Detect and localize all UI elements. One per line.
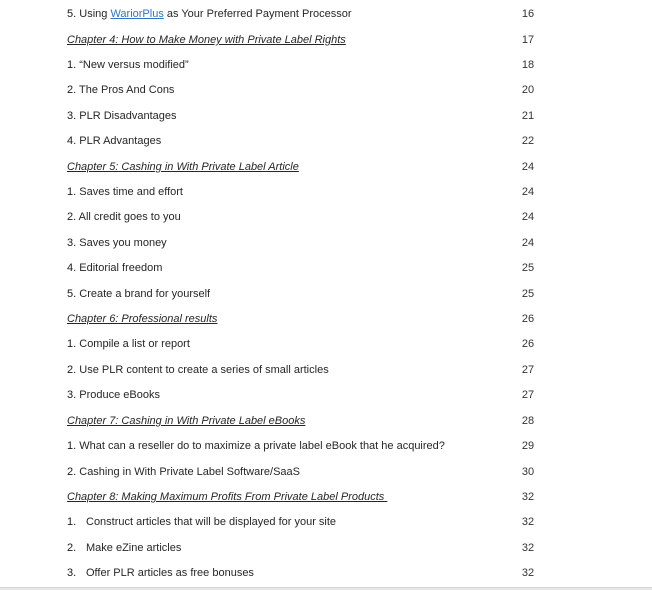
- page-number: 26: [521, 338, 535, 350]
- toc-entry[interactable]: [0, 284, 652, 304]
- item-number: 5.: [67, 288, 77, 300]
- toc-entry[interactable]: [0, 131, 652, 151]
- page-number: 24: [521, 211, 535, 223]
- item-text: Saves time and effort: [79, 186, 183, 198]
- item-text: “New versus modified”: [79, 59, 189, 71]
- page-number: 26: [521, 313, 535, 325]
- item-text: Compile a list or report: [79, 338, 190, 350]
- item-text: Construct articles that will be displayed for your site: [86, 516, 337, 528]
- page-number: 32: [521, 491, 535, 503]
- page-number: 25: [521, 288, 535, 300]
- toc-entry[interactable]: [0, 512, 652, 532]
- item-number: 2.: [67, 466, 77, 478]
- item-number: 4.: [67, 262, 77, 274]
- toc-entry[interactable]: [0, 385, 652, 405]
- toc-entry[interactable]: [0, 563, 652, 583]
- page-number: 27: [521, 364, 535, 376]
- toc-entry[interactable]: [0, 207, 652, 227]
- page-number: 30: [521, 466, 535, 478]
- item-number: 2.: [67, 84, 77, 96]
- item-number: 1.: [67, 59, 77, 71]
- page-number: 32: [521, 542, 535, 554]
- chapter-heading[interactable]: Chapter 5: Cashing in With Private Label Article: [67, 161, 299, 173]
- item-number: 2.: [67, 364, 77, 376]
- item-number: 2.: [67, 542, 77, 554]
- page-number: 17: [521, 34, 535, 46]
- item-text: All credit goes to you: [78, 211, 181, 223]
- page-number: 24: [521, 186, 535, 198]
- page-number: 28: [521, 415, 535, 427]
- toc-entry[interactable]: [0, 258, 652, 278]
- toc-chapter-7[interactable]: [0, 411, 652, 431]
- page-number: 27: [521, 389, 535, 401]
- toc-entry[interactable]: [0, 436, 652, 456]
- item-number: 3.: [67, 567, 77, 579]
- page-number: 21: [521, 110, 535, 122]
- item-text: Saves you money: [79, 237, 167, 249]
- toc-chapter-8[interactable]: [0, 487, 652, 507]
- chapter-heading[interactable]: Chapter 8: Making Maximum Profits From Private Label Products: [67, 491, 388, 503]
- toc-entry[interactable]: [0, 55, 652, 75]
- item-number: 3.: [67, 110, 77, 122]
- page-number: 18: [521, 59, 535, 71]
- toc-chapter-6[interactable]: [0, 309, 652, 329]
- toc-entry[interactable]: [0, 538, 652, 558]
- chapter-heading[interactable]: Chapter 6: Professional results: [67, 313, 218, 325]
- toc-chapter-5[interactable]: [0, 157, 652, 177]
- item-number: 3.: [67, 389, 77, 401]
- toc-entry[interactable]: [0, 106, 652, 126]
- toc-entry[interactable]: [0, 80, 652, 100]
- page-number: 25: [521, 262, 535, 274]
- item-number: 1.: [67, 516, 77, 528]
- page-number: 32: [521, 516, 535, 528]
- item-text: Offer PLR articles as free bonuses: [86, 567, 254, 579]
- page-number: 20: [521, 84, 535, 96]
- item-number: 2.: [67, 211, 77, 223]
- item-number: 3.: [67, 237, 77, 249]
- warriorplus-link[interactable]: WariorPlus: [110, 8, 164, 20]
- item-text: Create a brand for yourself: [79, 288, 211, 300]
- page-number: 24: [521, 237, 535, 249]
- chapter-heading[interactable]: Chapter 4: How to Make Money with Private Label Rights: [67, 34, 346, 46]
- toc-entry[interactable]: [0, 182, 652, 202]
- toc-entry[interactable]: [0, 233, 652, 253]
- page-number: 24: [521, 161, 535, 173]
- toc-chapter-4[interactable]: [0, 30, 652, 50]
- page-number: 32: [521, 567, 535, 579]
- item-number: 1.: [67, 186, 77, 198]
- page-number: 22: [521, 135, 535, 147]
- toc-entry[interactable]: [0, 334, 652, 354]
- item-text: PLR Disadvantages: [79, 110, 177, 122]
- toc-entry[interactable]: [0, 462, 652, 482]
- item-text: Make eZine articles: [86, 542, 182, 554]
- item-text: Editorial freedom: [79, 262, 163, 274]
- item-text: Use PLR content to create a series of small articles: [79, 364, 329, 376]
- toc-entry[interactable]: [0, 360, 652, 380]
- item-text: Produce eBooks: [79, 389, 160, 401]
- item-text: The Pros And Cons: [79, 84, 175, 96]
- page-number: 16: [521, 8, 535, 20]
- toc-entry-text: 5. Using WariorPlus as Your Preferred Payment Processor: [67, 8, 352, 20]
- item-number: 4.: [67, 135, 77, 147]
- toc-entry[interactable]: [0, 4, 652, 24]
- item-number: 1.: [67, 440, 77, 452]
- page-number: 29: [521, 440, 535, 452]
- item-text: What can a reseller do to maximize a private label eBook that he acquired?: [79, 440, 445, 452]
- chapter-heading[interactable]: Chapter 7: Cashing in With Private Label eBooks: [67, 415, 306, 427]
- item-number: 1.: [67, 338, 77, 350]
- item-text: Cashing in With Private Label Software/SaaS: [79, 466, 300, 478]
- item-text: PLR Advantages: [79, 135, 162, 147]
